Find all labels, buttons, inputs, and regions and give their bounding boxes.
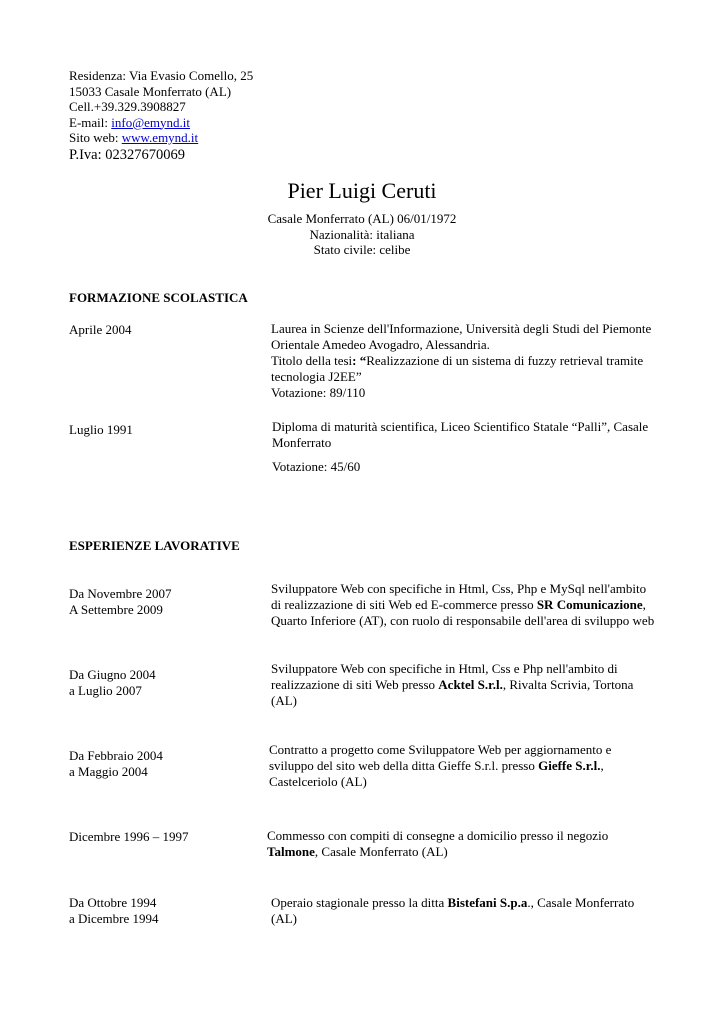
diploma-line: Diploma di maturità scientifica, Liceo Scientifico Statale “Palli”, Casale Monferrato (272, 419, 649, 450)
work-text: Commesso con compiti di consegne a domicilio presso il negozio (267, 828, 609, 843)
city-line: 15033 Casale Monferrato (AL) (69, 83, 232, 99)
work-description (269, 742, 634, 790)
work-date-end: a Luglio 2007 (69, 683, 142, 698)
work-date-start: Da Ottobre 1994 (69, 895, 157, 910)
person-name: Pier Luigi Ceruti (287, 178, 437, 203)
work-date (69, 829, 189, 845)
work-date-start: Dicembre 1996 – 1997 (69, 829, 189, 844)
birth-info: Casale Monferrato (AL) 06/01/1972 (267, 211, 457, 226)
work-text-end: , Quarto Inferiore (AT), con ruolo di responsabile dell'area di sviluppo web (271, 597, 655, 628)
education-heading: FORMAZIONE SCOLASTICA (69, 290, 248, 305)
website-label: Sito web: (69, 130, 122, 145)
work-text-end: , Casale Monferrato (AL) (314, 844, 448, 859)
work-text-end: , Castelceriolo (AL) (269, 758, 604, 789)
work-date (69, 667, 156, 699)
email-line (69, 115, 253, 131)
thesis-title: Realizzazione di un sistema di fuzzy retrieval tramite tecnologia J2EE” (271, 353, 644, 384)
work-description (271, 895, 661, 927)
vat-number: P.Iva: 02327670069 (69, 146, 185, 163)
education-date: Aprile 2004 (69, 322, 132, 337)
work-text-end: ., Casale Monferrato (AL) (271, 895, 635, 926)
work-date-end: A Settembre 2009 (69, 602, 163, 617)
work-date-start: Da Giugno 2004 (69, 667, 156, 682)
company-name: Acktel S.r.l. (438, 677, 503, 692)
company-name: Gieffe S.r.l. (538, 758, 601, 773)
thesis-line (271, 353, 661, 385)
nationality: Nazionalità: italiana (309, 226, 415, 242)
email-label: E-mail: (69, 114, 112, 130)
work-date (69, 586, 172, 618)
work-text: Contratto a progetto come Sviluppatore Web per aggiornamento e sviluppo del sito web della ditta Gieffe S.r.l. presso (269, 742, 612, 773)
work-date (69, 895, 159, 927)
company-name: Bistefani S.p.a (447, 895, 528, 910)
website-line (69, 130, 253, 146)
work-date-end: a Maggio 2004 (69, 764, 148, 779)
education-date: Luglio 1991 (69, 422, 133, 437)
grade-line: Votazione: 45/60 (272, 459, 361, 474)
thesis-colon: : “ (352, 353, 367, 368)
work-text-end: , Rivalta Scrivia, Tortona (AL) (271, 677, 634, 708)
work-description (271, 661, 656, 709)
thesis-label: Titolo della tesi (271, 353, 353, 368)
work-description (267, 828, 642, 860)
education-description (272, 419, 652, 475)
work-date (69, 748, 163, 780)
grade-line: Votazione: 89/110 (271, 385, 366, 400)
work-text: Operaio stagionale presso la ditta (271, 895, 448, 910)
work-text: Sviluppatore Web con specifiche in Html, Css, Php e MySql nell'ambito di realizzazione di siti Web ed E-commerce presso (271, 581, 647, 612)
company-name: SR Comunicazione (536, 597, 643, 612)
work-date-end: a Dicembre 1994 (69, 911, 159, 926)
civil-status: Stato civile: celibe (313, 242, 411, 257)
personal-info (0, 211, 724, 258)
work-heading: ESPERIENZE LAVORATIVE (69, 538, 240, 553)
website-link[interactable]: www.emynd.it (121, 130, 199, 145)
work-date-start: Da Novembre 2007 (69, 586, 172, 601)
email-link[interactable]: info@emynd.it (111, 114, 191, 130)
degree-line: Laurea in Scienze dell'Informazione, Università degli Studi del Piemonte Orientale Amedeo Avogadro, Alessandria. (271, 321, 652, 352)
work-text: Sviluppatore Web con specifiche in Html, Css e Php nell'ambito di realizzazione di siti Web presso (271, 661, 618, 692)
company-name: Talmone (267, 844, 315, 859)
address-line: Residenza: Via Evasio Comello, 25 (69, 68, 254, 83)
phone-line: Cell.+39.329.3908827 (69, 99, 186, 114)
work-description (271, 581, 656, 629)
education-description (271, 321, 661, 401)
contact-block (69, 68, 253, 164)
work-date-start: Da Febbraio 2004 (69, 748, 163, 763)
